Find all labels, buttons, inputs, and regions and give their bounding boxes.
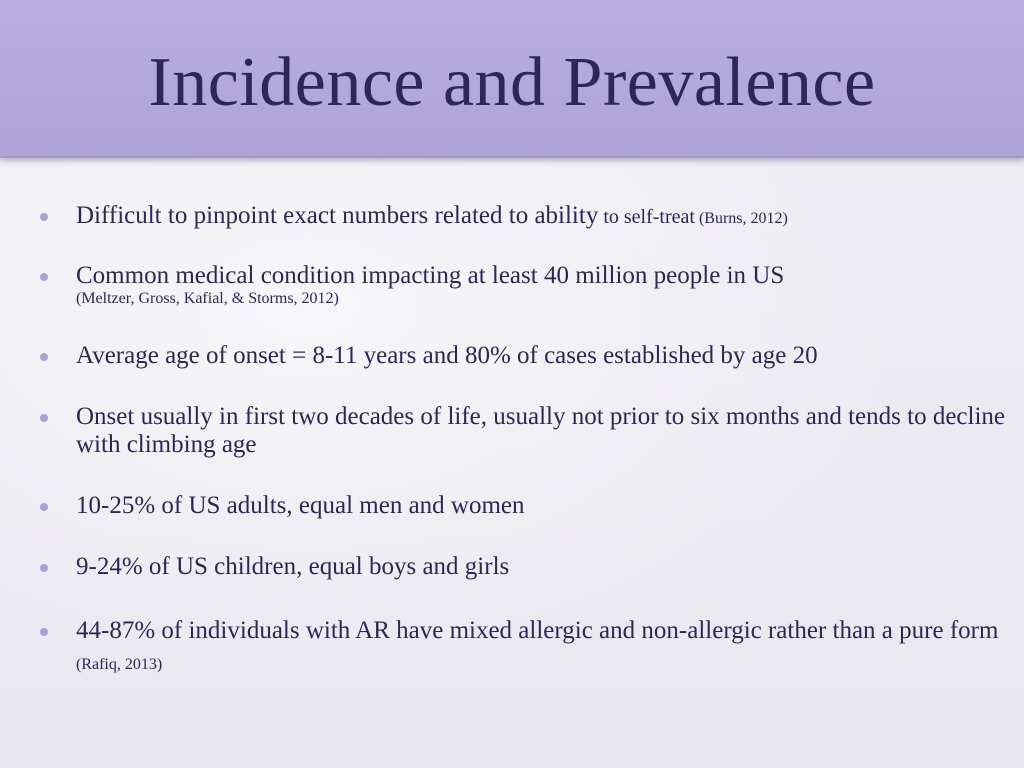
bullet-citation: (Rafiq, 2013)	[76, 656, 163, 673]
bullet-text: Average age of onset = 8-11 years and 80% of cases established by age 20	[76, 342, 818, 369]
bullet-citation: (Meltzer, Gross, Kafial, & Storms, 2012)	[76, 290, 339, 307]
bullet-text: 9-24% of US children, equal boys and girls	[76, 553, 510, 580]
bullet-citation: (Burns, 2012)	[694, 210, 788, 227]
bullet-dot-icon	[40, 213, 48, 221]
bullet-dot-icon	[40, 628, 48, 636]
bullet-dot-icon	[40, 564, 48, 572]
bullet-dot-icon	[40, 414, 48, 422]
title-banner	[0, 0, 1024, 158]
bullet-text: 10-25% of US adults, equal men and women	[76, 492, 525, 519]
bullet-item	[76, 617, 1006, 679]
bullet-item	[76, 553, 1006, 581]
bullet-item	[76, 262, 1006, 308]
bullet-text: 44-87% of individuals with AR have mixed allergic and non-allergic rather than a pure form	[76, 617, 999, 644]
bullet-text: Onset usually in first two decades of life, usually not prior to six months and tends to decline with climbing age	[76, 403, 1006, 458]
bullet-text-small: to self-treat	[598, 206, 695, 228]
bullet-dot-icon	[40, 273, 48, 281]
bullet-text: Common medical condition impacting at least 40 million people in US	[76, 262, 785, 289]
bullet-item	[76, 202, 1006, 233]
bullet-dot-icon	[40, 353, 48, 361]
bullet-item	[76, 492, 1006, 520]
bullet-item	[76, 342, 1006, 370]
slide-title: Incidence and Prevalence	[148, 44, 876, 121]
bullet-text: Difficult to pinpoint exact numbers related to ability	[76, 202, 599, 229]
bullet-dot-icon	[40, 503, 48, 511]
bullet-item	[76, 403, 1006, 459]
